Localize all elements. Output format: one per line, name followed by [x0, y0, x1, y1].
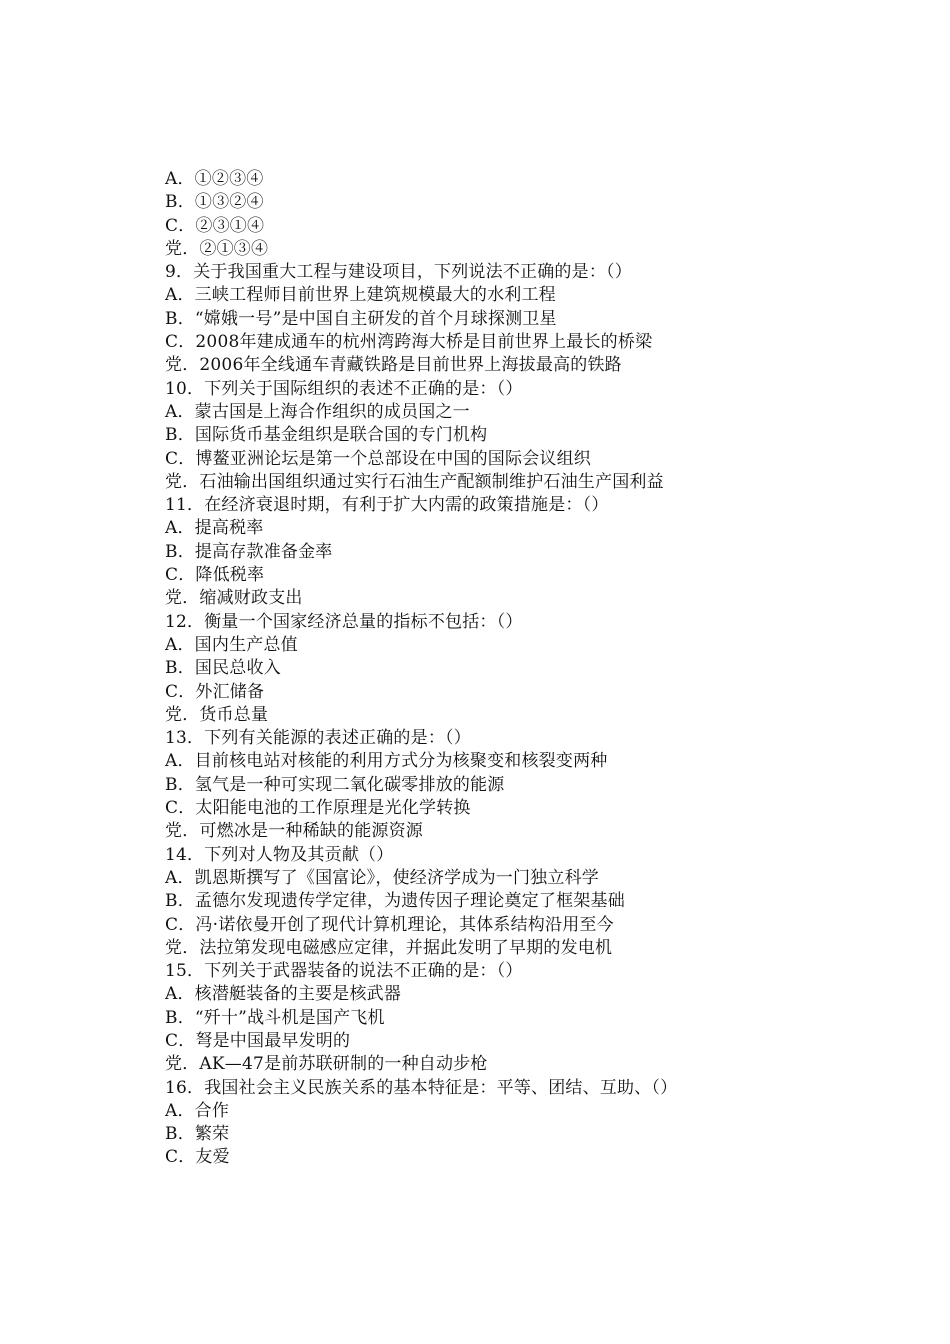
option-line: B．孟德尔发现遗传学定律，为遗传因子理论奠定了框架基础: [165, 891, 625, 912]
option-line: C．太阳能电池的工作原理是光化学转换: [165, 798, 471, 819]
option-line: A．目前核电站对核能的利用方式分为核聚变和核裂变两种: [165, 751, 608, 772]
option-line: B．氢气是一种可实现二氧化碳零排放的能源: [165, 774, 505, 795]
option-line: 党．2006年全线通车青藏铁路是目前世界上海拔最高的铁路: [165, 355, 622, 376]
option-line: A．凯恩斯撰写了《国富论》，使经济学成为一门独立科学: [165, 867, 599, 888]
question-16: 16．我国社会主义民族关系的基本特征是：平等、团结、互助、（）: [165, 1077, 678, 1098]
question-13: 13．下列有关能源的表述正确的是：（）: [165, 728, 471, 749]
option-line: A．核潜艇装备的主要是核武器: [165, 984, 402, 1005]
option-line: C．降低税率: [165, 565, 265, 586]
question-12: 12．衡量一个国家经济总量的指标不包括：（）: [165, 611, 523, 632]
option-line: C．2008年建成通车的杭州湾跨海大桥是目前世界上最长的桥梁: [165, 332, 653, 353]
option-line: A．合作: [165, 1100, 230, 1121]
option-line: B．①③②④: [165, 192, 264, 213]
option-line: C．弩是中国最早发明的: [165, 1030, 351, 1051]
option-line: C．友爱: [165, 1147, 230, 1168]
question-11: 11．在经济衰退时期，有利于扩大内需的政策措施是：（）: [165, 495, 609, 516]
option-line: A．①②③④: [165, 169, 264, 189]
question-9: 9．关于我国重大工程与建设项目，下列说法不正确的是：（）: [165, 262, 632, 283]
option-line: 党．AK—47是前苏联研制的一种自动步枪: [165, 1054, 488, 1075]
option-line: C．博鳌亚洲论坛是第一个总部设在中国的国际会议组织: [165, 448, 592, 469]
option-line: 党．石油输出国组织通过实行石油生产配额制维护石油生产国利益: [165, 471, 664, 492]
question-list: [165, 168, 905, 1170]
option-line: C．冯·诺依曼开创了现代计算机理论，其体系结构沿用至今: [165, 914, 614, 935]
option-line: A．蒙古国是上海合作组织的成员国之一: [165, 401, 470, 422]
option-line: B．繁荣: [165, 1124, 230, 1145]
option-line: B．国民总收入: [165, 658, 281, 679]
option-line: 党．法拉第发现电磁感应定律，并据此发明了早期的发电机: [165, 937, 613, 958]
option-line: B．国际货币基金组织是联合国的专门机构: [165, 425, 488, 446]
option-line: 党．②①③④: [165, 238, 269, 259]
option-line: B．“歼十”战斗机是国产飞机: [165, 1007, 385, 1028]
option-line: B．提高存款准备金率: [165, 541, 333, 562]
option-line: A．国内生产总值: [165, 634, 298, 655]
question-14: 14．下列对人物及其贡献（）: [165, 844, 394, 865]
question-10: 10．下列关于国际组织的表述不正确的是：（）: [165, 378, 523, 399]
option-line: 党．缩减财政支出: [165, 588, 303, 609]
option-line: 党．可燃冰是一种稀缺的能源资源: [165, 821, 423, 842]
option-line: C．②③①④: [165, 215, 265, 236]
question-15: 15．下列关于武器装备的说法不正确的是：（）: [165, 961, 523, 982]
option-line: B．“嫦娥一号”是中国自主研发的首个月球探测卫星: [165, 308, 557, 329]
option-line: A．提高税率: [165, 518, 264, 539]
option-line: A．三峡工程师目前世界上建筑规模最大的水利工程: [165, 285, 556, 306]
option-line: C．外汇储备: [165, 681, 265, 702]
option-line: 党．货币总量: [165, 704, 269, 725]
